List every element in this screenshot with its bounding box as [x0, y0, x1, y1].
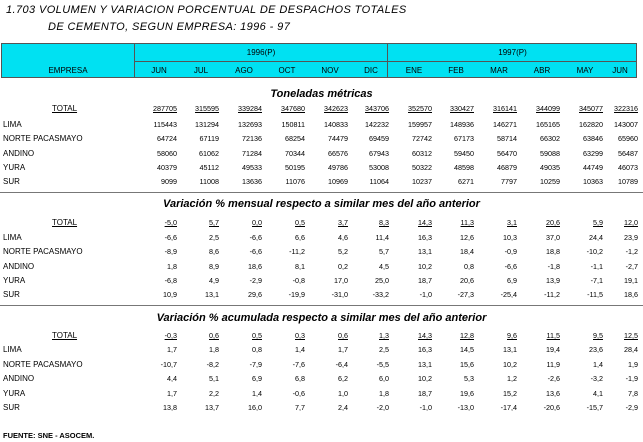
table-cell: 287705	[153, 104, 177, 113]
table-cell: -6,6	[249, 247, 262, 256]
table-cell: 10969	[328, 177, 348, 186]
table-cell: 19,1	[624, 276, 638, 285]
table-cell: 46073	[618, 163, 638, 172]
month-header: JUN	[612, 66, 628, 75]
table-cell: 343706	[365, 104, 389, 113]
table-cell: 12,0	[624, 218, 638, 227]
table-cell: 10,9	[163, 290, 177, 299]
table-cell: 5,2	[338, 247, 348, 256]
table-cell: 13,1	[503, 345, 517, 354]
table-row	[0, 374, 643, 386]
table-cell: -2,7	[625, 262, 638, 271]
table-cell: -1,9	[625, 374, 638, 383]
report-subtitle: DE CEMENTO, SEGUN EMPRESA: 1996 - 97	[48, 21, 291, 33]
table-row	[0, 233, 643, 245]
month-header: MAR	[490, 66, 508, 75]
month-header: ENE	[405, 66, 423, 75]
table-cell: -2,0	[376, 403, 389, 412]
table-cell: 72136	[242, 134, 262, 143]
table-cell: 28,4	[624, 345, 638, 354]
table-cell: 13636	[242, 177, 262, 186]
table-cell: -2,9	[625, 403, 638, 412]
table-cell: 1,0	[338, 389, 348, 398]
table-cell: 19,6	[460, 389, 474, 398]
table-cell: 53008	[369, 163, 389, 172]
table-cell: -19,9	[288, 290, 305, 299]
table-cell: -6,8	[164, 276, 177, 285]
table-cell: -0,9	[504, 247, 517, 256]
table-cell: 159957	[408, 120, 432, 129]
table-cell: 0,8	[464, 262, 474, 271]
section-title: Variación % mensual respecto a similar mes del año anterior	[163, 198, 480, 210]
table-cell: -6,6	[504, 262, 517, 271]
table-cell: 0,8	[252, 345, 262, 354]
table-cell: 74479	[328, 134, 348, 143]
table-cell: 146271	[493, 120, 517, 129]
table-cell: 1,7	[167, 345, 177, 354]
year-1996-header: 1996(P)	[246, 48, 276, 57]
table-row	[0, 163, 643, 175]
table-cell: -1,0	[419, 290, 432, 299]
table-cell: 13,1	[205, 290, 219, 299]
table-cell: -1,1	[590, 262, 603, 271]
table-cell: -6,6	[249, 233, 262, 242]
table-cell: -6,4	[335, 360, 348, 369]
table-cell: 18,6	[624, 290, 638, 299]
table-cell: 16,3	[418, 233, 432, 242]
table-cell: 8,1	[295, 262, 305, 271]
table-cell: -5,0	[164, 218, 177, 227]
table-cell: 44749	[583, 163, 603, 172]
table-cell: 13,9	[546, 276, 560, 285]
table-cell: 68254	[285, 134, 305, 143]
table-cell: 45112	[199, 163, 219, 172]
table-cell: 59088	[540, 149, 560, 158]
table-cell: 0,6	[338, 331, 348, 340]
table-cell: 5,3	[464, 374, 474, 383]
total-row	[0, 331, 643, 343]
table-cell: 18,7	[418, 389, 432, 398]
table-cell: 10,2	[418, 262, 432, 271]
table-cell: 5,9	[593, 218, 603, 227]
table-row	[0, 276, 643, 288]
table-cell: 40379	[157, 163, 177, 172]
table-cell: -11,2	[544, 290, 560, 299]
table-cell: -27,3	[457, 290, 474, 299]
table-cell: 49035	[540, 163, 560, 172]
table-cell: 1,4	[593, 360, 603, 369]
table-cell: -2,6	[547, 374, 560, 383]
month-header: AGO	[235, 66, 253, 75]
table-cell: 14,5	[460, 345, 474, 354]
table-cell: 1,8	[379, 389, 389, 398]
table-cell: 20,6	[546, 218, 560, 227]
table-cell: 63846	[583, 134, 603, 143]
table-cell: 50195	[285, 163, 305, 172]
row-label: SUR	[3, 403, 20, 412]
table-cell: 150811	[281, 120, 305, 129]
table-cell: 10,3	[503, 233, 517, 242]
table-cell: 13,1	[418, 247, 432, 256]
table-cell: 9099	[161, 177, 177, 186]
table-cell: 3,7	[338, 218, 348, 227]
table-cell: 11,3	[460, 218, 474, 227]
row-label: TOTAL	[52, 331, 78, 340]
table-cell: 13,1	[418, 360, 432, 369]
table-cell: 37,0	[546, 233, 560, 242]
month-header: DIC	[364, 66, 378, 75]
table-cell: 11064	[369, 177, 389, 186]
table-cell: 67943	[369, 149, 389, 158]
table-cell: 1,8	[209, 345, 219, 354]
table-cell: 46879	[497, 163, 517, 172]
table-cell: 12,5	[624, 331, 638, 340]
table-cell: -20,6	[543, 403, 560, 412]
table-cell: 11076	[285, 177, 305, 186]
table-cell: 142232	[365, 120, 389, 129]
table-cell: 322316	[614, 104, 638, 113]
section-title: Variación % acumulada respecto a similar mes del año anterior	[156, 312, 487, 324]
table-cell: 345077	[579, 104, 603, 113]
table-cell: 8,6	[209, 247, 219, 256]
row-label: LIMA	[3, 233, 22, 242]
table-cell: 162820	[579, 120, 603, 129]
table-cell: 18,6	[248, 262, 262, 271]
table-row	[0, 360, 643, 372]
table-cell: 16,0	[248, 403, 262, 412]
table-cell: 11,4	[375, 233, 389, 242]
row-label: TOTAL	[52, 104, 78, 113]
table-cell: -13,0	[457, 403, 474, 412]
table-cell: 4,5	[379, 262, 389, 271]
table-cell: 15,6	[460, 360, 474, 369]
table-cell: 8,9	[209, 262, 219, 271]
table-cell: 23,6	[589, 345, 603, 354]
table-cell: 1,3	[379, 331, 389, 340]
table-cell: -10,7	[160, 360, 177, 369]
table-cell: 4,9	[209, 276, 219, 285]
table-cell: 1,7	[167, 389, 177, 398]
table-cell: 6271	[458, 177, 474, 186]
table-cell: 10237	[412, 177, 432, 186]
row-label: SUR	[3, 177, 20, 186]
table-cell: 70344	[285, 149, 305, 158]
table-cell: 9,5	[593, 331, 603, 340]
table-cell: 24,4	[589, 233, 603, 242]
table-cell: -3,2	[590, 374, 603, 383]
row-label: LIMA	[3, 345, 22, 354]
table-cell: 316141	[493, 104, 517, 113]
table-cell: 66302	[540, 134, 560, 143]
table-cell: -7,6	[292, 360, 305, 369]
table-row	[0, 389, 643, 401]
table-cell: 5,1	[209, 374, 219, 383]
table-cell: -1,8	[547, 262, 560, 271]
table-cell: 0,3	[295, 331, 305, 340]
table-cell: 0,6	[209, 331, 219, 340]
table-cell: 58060	[157, 149, 177, 158]
table-cell: 1,8	[167, 262, 177, 271]
table-cell: -8,9	[164, 247, 177, 256]
total-row	[0, 104, 643, 116]
table-cell: 339284	[238, 104, 262, 113]
table-cell: 0,5	[295, 218, 305, 227]
table-cell: 140833	[324, 120, 348, 129]
table-cell: 10,2	[503, 360, 517, 369]
table-cell: 6,8	[295, 374, 305, 383]
table-cell: 6,6	[295, 233, 305, 242]
table-cell: 11,5	[546, 331, 560, 340]
table-cell: 1,7	[338, 345, 348, 354]
table-row	[0, 177, 643, 189]
table-cell: 148936	[450, 120, 474, 129]
table-cell: 67119	[199, 134, 219, 143]
table-cell: 60312	[412, 149, 432, 158]
table-cell: 2,4	[338, 403, 348, 412]
total-row	[0, 218, 643, 230]
table-cell: 59450	[454, 149, 474, 158]
table-cell: 56470	[497, 149, 517, 158]
table-cell: 0,5	[252, 331, 262, 340]
table-cell: -2,9	[249, 276, 262, 285]
table-cell: -1,2	[625, 247, 638, 256]
row-label: YURA	[3, 389, 26, 398]
section-separator	[0, 192, 643, 193]
table-cell: 1,4	[252, 389, 262, 398]
table-cell: 50322	[412, 163, 432, 172]
row-label: YURA	[3, 276, 26, 285]
row-label: ANDINO	[3, 374, 35, 383]
table-cell: -1,0	[419, 403, 432, 412]
table-cell: 63299	[583, 149, 603, 158]
table-cell: 5,7	[209, 218, 219, 227]
table-row	[0, 403, 643, 415]
table-cell: 10259	[540, 177, 560, 186]
table-cell: 13,6	[546, 389, 560, 398]
table-cell: 23,9	[624, 233, 638, 242]
table-cell: 69459	[369, 134, 389, 143]
table-cell: 67173	[454, 134, 474, 143]
table-cell: 2,5	[379, 345, 389, 354]
table-cell: 5,7	[379, 247, 389, 256]
row-label: NORTE PACASMAYO	[3, 247, 83, 256]
row-label: ANDINO	[3, 149, 35, 158]
table-cell: 10789	[618, 177, 638, 186]
table-cell: 6,9	[252, 374, 262, 383]
table-row	[0, 262, 643, 274]
table-cell: 0,2	[338, 262, 348, 271]
table-cell: 4,4	[167, 374, 177, 383]
month-header: JUL	[193, 66, 209, 75]
table-cell: 66576	[328, 149, 348, 158]
table-cell: -17,4	[500, 403, 517, 412]
table-cell: 132693	[238, 120, 262, 129]
table-cell: 6,2	[338, 374, 348, 383]
table-cell: -7,9	[249, 360, 262, 369]
table-cell: -15,7	[586, 403, 603, 412]
table-cell: 18,4	[460, 247, 474, 256]
report-title: 1.703 VOLUMEN Y VARIACION PORCENTUAL DE DESPACHOS TOTALES	[6, 4, 407, 16]
section-title: Toneladas métricas	[270, 88, 373, 100]
table-cell: -0,3	[164, 331, 177, 340]
table-cell: 12,8	[460, 331, 474, 340]
table-cell: 1,2	[507, 374, 517, 383]
table-cell: 3,1	[507, 218, 517, 227]
table-cell: 25,0	[375, 276, 389, 285]
table-cell: 352570	[408, 104, 432, 113]
table-cell: 56487	[618, 149, 638, 158]
table-cell: 15,2	[503, 389, 517, 398]
table-cell: -11,2	[289, 247, 305, 256]
table-cell: 7,8	[628, 389, 638, 398]
table-cell: -5,5	[376, 360, 389, 369]
table-cell: 344099	[536, 104, 560, 113]
table-cell: 18,7	[418, 276, 432, 285]
table-cell: 330427	[450, 104, 474, 113]
row-label: ANDINO	[3, 262, 35, 271]
table-cell: 20,6	[460, 276, 474, 285]
table-cell: 342623	[324, 104, 348, 113]
table-cell: -25,4	[500, 290, 517, 299]
source-footnote: FUENTE: SNE - ASOCEM.	[3, 431, 95, 440]
table-cell: 10,2	[418, 374, 432, 383]
month-header: MAY	[576, 66, 594, 75]
table-cell: 14,3	[418, 218, 432, 227]
table-cell: 49786	[328, 163, 348, 172]
table-cell: 6,0	[379, 374, 389, 383]
table-cell: 0,0	[252, 218, 262, 227]
month-header: NOV	[321, 66, 339, 75]
table-cell: 65960	[618, 134, 638, 143]
table-cell: 16,3	[418, 345, 432, 354]
table-header	[1, 43, 637, 78]
table-row	[0, 120, 643, 132]
table-cell: -33,2	[372, 290, 389, 299]
row-label: YURA	[3, 163, 26, 172]
table-cell: 17,0	[334, 276, 348, 285]
table-cell: -0,6	[292, 389, 305, 398]
table-cell: 11008	[199, 177, 219, 186]
table-cell: 165165	[536, 120, 560, 129]
table-cell: -7,1	[590, 276, 603, 285]
table-cell: 315595	[195, 104, 219, 113]
table-cell: 115443	[153, 120, 177, 129]
table-cell: 29,6	[248, 290, 262, 299]
empresa-header: EMPRESA	[48, 66, 88, 75]
table-cell: 72742	[412, 134, 432, 143]
table-cell: 1,9	[628, 360, 638, 369]
table-cell: 49533	[242, 163, 262, 172]
table-cell: -11,5	[587, 290, 603, 299]
table-cell: 9,6	[507, 331, 517, 340]
table-cell: 2,5	[209, 233, 219, 242]
table-cell: 10363	[583, 177, 603, 186]
table-cell: 14,3	[418, 331, 432, 340]
row-label: LIMA	[3, 120, 22, 129]
table-cell: -10,2	[586, 247, 603, 256]
table-cell: -0,8	[292, 276, 305, 285]
row-label: TOTAL	[52, 218, 78, 227]
table-cell: 58714	[497, 134, 517, 143]
table-cell: 2,2	[209, 389, 219, 398]
table-cell: 12,6	[460, 233, 474, 242]
month-header: OCT	[278, 66, 296, 75]
table-cell: 7,7	[295, 403, 305, 412]
table-cell: 64724	[157, 134, 177, 143]
table-row	[0, 134, 643, 146]
month-header: FEB	[448, 66, 464, 75]
table-cell: 48598	[454, 163, 474, 172]
table-cell: 6,9	[507, 276, 517, 285]
table-row	[0, 345, 643, 357]
table-cell: 143007	[614, 120, 638, 129]
table-cell: 347680	[281, 104, 305, 113]
row-label: NORTE PACASMAYO	[3, 134, 83, 143]
table-cell: -6,6	[164, 233, 177, 242]
table-cell: 8,3	[379, 218, 389, 227]
table-row	[0, 290, 643, 302]
table-cell: 1,4	[295, 345, 305, 354]
table-cell: 19,4	[546, 345, 560, 354]
table-cell: 71284	[242, 149, 262, 158]
row-label: SUR	[3, 290, 20, 299]
table-cell: 61062	[199, 149, 219, 158]
table-row	[0, 247, 643, 259]
section-separator	[0, 305, 643, 306]
row-label: NORTE PACASMAYO	[3, 360, 83, 369]
month-header: ABR	[533, 66, 551, 75]
table-cell: 11,9	[546, 360, 560, 369]
table-cell: 4,1	[593, 389, 603, 398]
table-cell: -31,0	[331, 290, 348, 299]
table-cell: 4,6	[338, 233, 348, 242]
table-cell: 7797	[501, 177, 517, 186]
table-cell: 13,8	[163, 403, 177, 412]
table-cell: 18,8	[546, 247, 560, 256]
table-cell: -8,2	[206, 360, 219, 369]
table-cell: 131294	[195, 120, 219, 129]
month-header: JUN	[151, 66, 167, 75]
table-row	[0, 149, 643, 161]
table-cell: 13,7	[205, 403, 219, 412]
year-1997-header: 1997(P)	[498, 48, 527, 57]
